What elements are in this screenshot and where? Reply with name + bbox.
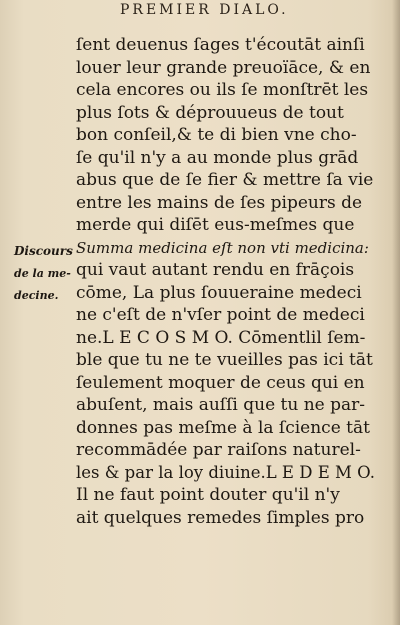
text-line: ait quelques remedes ſimples pro [76,507,365,528]
text-line: entre les mains de ſes pipeurs de [76,192,363,213]
text-line: ne c'eſt de n'vſer point de medeci [76,305,365,325]
text-line: abuſent, mais auſſi que tu ne par- [76,395,366,415]
text-line: bon conſeil,& te di bien vne cho- [76,125,357,145]
marginal-note-line: de la me- [14,266,71,280]
text-line: donnes pas meſme à la ſcience tāt [76,417,370,438]
text-line: qui vaut autant rendu en frāçois [76,260,355,280]
text-line: abus que de ſe fier & mettre ſa vie [76,170,374,190]
text-line: ſe qu'il n'y a au monde plus grād [76,147,359,168]
text-line: cela encores ou ils ſe monſtrēt les [76,80,369,100]
marginal-note-line: Discours [14,244,73,258]
text-line: les & par la loy diuine.L E D E M O. [76,462,375,482]
text-line: ſeulement moquer de ceus qui en [76,372,365,393]
text-line: louer leur grande preuoïāce, & en [76,57,371,78]
text-line: Il ne faut point douter qu'il n'y [76,485,340,505]
text-line: recommādée par raiſons naturel- [76,440,361,460]
body-text [76,34,376,529]
text-line: cōme, La plus ſouueraine medeci [76,282,362,303]
text-line: merde qui diſēt eus-meſmes que [76,215,355,235]
marginal-note-line: decine. [14,289,59,302]
text-line: ſent deuenus ſages t'écoutāt ainſi [76,35,365,55]
text-line: ne.L E C O S M O. Cōmentlil ſem- [76,327,366,348]
marginal-note [14,240,74,308]
latin-quote-line: Summa medicina eſt non vti medicina: [76,238,369,257]
text-line: ble que tu ne te vueilles pas ici tāt [76,350,373,370]
text-line: plus ſots & déprouueus de tout [76,102,344,123]
running-header: PREMIER DIALO. [120,2,289,18]
